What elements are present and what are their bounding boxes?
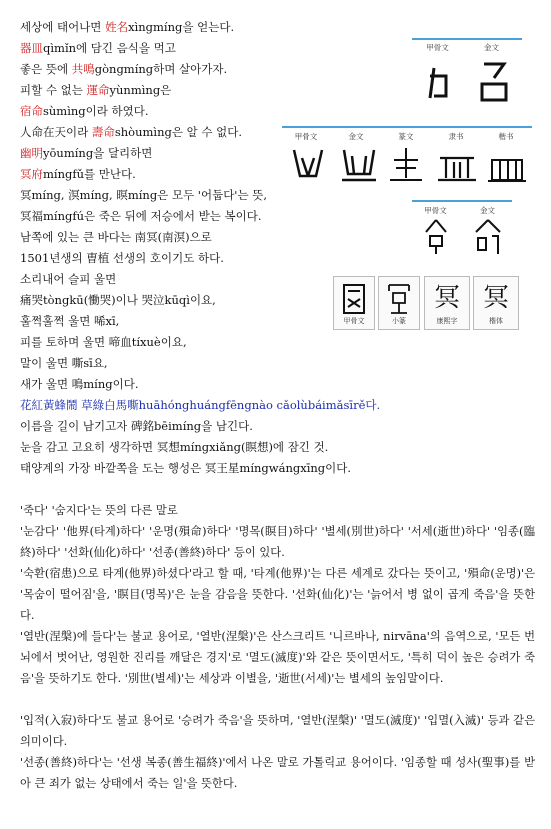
highlight-word: 姓名	[105, 20, 129, 34]
glyph-box-label: 康熙字	[436, 317, 458, 325]
glyph-panel-min-dish	[282, 126, 532, 188]
min-dish-evolution-icon	[282, 126, 532, 188]
verse-text: 痛哭tòngkū(慟哭)이나 哭泣kūqì이요,	[20, 293, 216, 307]
glyph-box-label: 甲骨文	[343, 317, 365, 325]
verse-text: 태양계의 가장 바깥쪽을 도는 행성은 冥王星míngwángxīng이다.	[20, 461, 352, 475]
verse-line	[20, 396, 380, 414]
verse-line	[20, 459, 351, 477]
verse-line	[20, 207, 261, 225]
glyph-box-label: 楷体	[489, 317, 503, 325]
glyph-box	[333, 276, 375, 330]
glyph-panel-ming-fate	[412, 200, 512, 258]
poem-line: 花紅黃蜂鬧 草綠白馬嘶huāhónghuángfēngnào cǎolùbáimǎsīrě다.	[20, 398, 381, 412]
highlight-word: 冥府	[20, 167, 43, 181]
verse-line	[20, 291, 216, 309]
verse-text: 소리내어 슬피 울면	[20, 272, 117, 286]
verse-text: 훌쩍훌쩍 울면 唏xī,	[20, 314, 120, 328]
verse-line	[20, 312, 119, 330]
verse-text: 말이 울면 嘶sī요,	[20, 356, 108, 370]
highlight-word: 幽明	[20, 146, 43, 160]
verse-text: 좋은 뜻에	[20, 62, 72, 76]
verse-line	[20, 228, 212, 246]
highlight-word: 運命	[86, 83, 110, 97]
verse-line	[20, 417, 253, 435]
verse-text: yōumíng을 달리하면	[43, 146, 153, 160]
dark-glyph-kangxi: 冥	[433, 283, 460, 313]
panel-label: 甲骨文	[294, 132, 318, 141]
body-paragraph: '입적(入寂)하다'도 불교 용어로 '승려가 죽음'을 뜻하며, '열반(涅槃)' '멸도(滅度)' '입멸(入滅)' 등과 같은 의미이다.	[20, 714, 535, 748]
verse-text: 남쪽에 있는 큰 바다는 南冥(南溟)으로	[20, 230, 212, 244]
verse-line	[20, 438, 328, 456]
panel-label: 金文	[348, 132, 364, 141]
oracle-glyph-ming-icon	[412, 38, 522, 108]
highlight-word: 宿命	[20, 104, 43, 118]
verse-text: shòumìng은 알 수 없다.	[114, 125, 243, 139]
panel-label: 隶书	[448, 132, 464, 141]
verse-text: 1501년생의 曺植 선생의 호이기도 하다.	[20, 251, 224, 265]
verse-text: 새가 울면 鳴míng이다.	[20, 377, 139, 391]
verse-text: 人命在天이라	[20, 125, 92, 139]
body-paragraph: '선종(善終)하다'는 '선생 복종(善生福終)'에서 나온 말로 가톨릭교 용어이다. '임종할 때 성사(聖事)를 받아 큰 죄가 없는 상태에서 죽는 일'을 뜻한다.	[20, 756, 535, 790]
body-paragraph: '숙환(宿患)으로 타계(他界)하셨다'라고 할 때, '타계(他界)'는 다른 세계로 갔다는 뜻이고, '殞命(운명)'은 '목숨이 떨어짐'을, '瞑目(명목)'은 눈을 감음을 뜻한다. '선화(仙化)'는 '늙어서 병 없이 곱게 죽음'을 뜻한다.	[20, 567, 535, 622]
verse-line	[20, 249, 224, 267]
verse-line	[20, 375, 138, 393]
verse-line	[20, 39, 176, 57]
verse-text: míngfǔ를 만난다.	[43, 167, 136, 181]
verse-line	[20, 186, 267, 204]
verse-line	[20, 144, 152, 162]
verse-line	[20, 354, 108, 372]
panel-label: 楷书	[498, 132, 514, 141]
verse-text: 冥福míngfú은 죽은 뒤에 저승에서 받는 복이다.	[20, 209, 262, 223]
panel-label: 金文	[480, 206, 495, 215]
verse-text: 冥míng, 溟míng, 暝míng은 모두 '어둡다'는 뜻,	[20, 188, 267, 202]
ming-fate-glyph-icon	[412, 200, 512, 258]
verse-text: 피할 수 없는	[20, 83, 87, 97]
glyph-box	[378, 276, 420, 330]
verse-line	[20, 60, 227, 78]
body-paragraph: '열반(涅槃)에 들다'는 불교 용어로, '열반(涅槃)'은 산스크리트 '니르바나, nirvāna'의 음역으로, '모든 번뇌에서 벗어난, 영원한 진리를 깨달은 경지'로 '멸도(滅度)'와 같은 뜻이면서도, '특히 덕이 높은 승려가 죽음'을 뜻하기도 한다. '別世(별세)'는 세상과 이별을, '逝世(서세)'는 별세의 높임말이다.	[20, 630, 535, 685]
verse-line	[20, 123, 242, 141]
verse-line	[20, 81, 171, 99]
glyph-box	[473, 276, 519, 330]
section-title: '죽다' '숨지다'는 뜻의 다른 말로	[20, 504, 178, 517]
glyph-box-label: 小篆	[392, 317, 406, 325]
panel-label: 金文	[484, 43, 499, 52]
highlight-word: 器皿	[20, 41, 43, 55]
body-paragraph: '눈감다' '他界(타계)하다' '운명(殞命)하다' '명목(瞑目)하다' '별세(別世)하다' '서세(逝世)하다' '임종(臨終)하다' '선화(仙化)하다' '선종(善終)하다' 등이 있다.	[20, 525, 535, 559]
verse-text: 피를 토하며 울면 啼血tíxuè이요,	[20, 335, 187, 349]
glyph-box	[424, 276, 470, 330]
verse-text: 눈을 감고 고요히 생각하면 冥想míngxiǎng(瞑想)에 잠긴 것.	[20, 440, 329, 454]
panel-label: 甲骨文	[424, 206, 447, 215]
verse-text: sùmìng이라 하였다.	[43, 104, 149, 118]
verse-line	[20, 165, 136, 183]
panel-label: 篆文	[398, 132, 414, 141]
panel-label: 甲骨文	[426, 43, 449, 52]
glyph-panel-ming-name	[412, 38, 522, 108]
verse-line	[20, 18, 234, 36]
verse-text: 세상에 태어나면	[20, 20, 106, 34]
verse-line	[20, 333, 187, 351]
verse-line	[20, 270, 116, 288]
highlight-word: 共鳴	[71, 62, 95, 76]
verse-text: gòngmíng하며 살아가자.	[94, 62, 228, 76]
verse-text: xìngmíng을 얻는다.	[128, 20, 235, 34]
verse-text: yùnmìng은	[109, 83, 172, 97]
dark-glyph-kaiti: 冥	[482, 283, 509, 313]
verse-text: qìmǐn에 담긴 음식을 먹고	[43, 41, 176, 55]
verse-text: 이름을 길이 남기고자 碑銘bēimíng을 남긴다.	[20, 419, 253, 433]
highlight-word: 壽命	[91, 125, 115, 139]
verse-line	[20, 102, 149, 120]
